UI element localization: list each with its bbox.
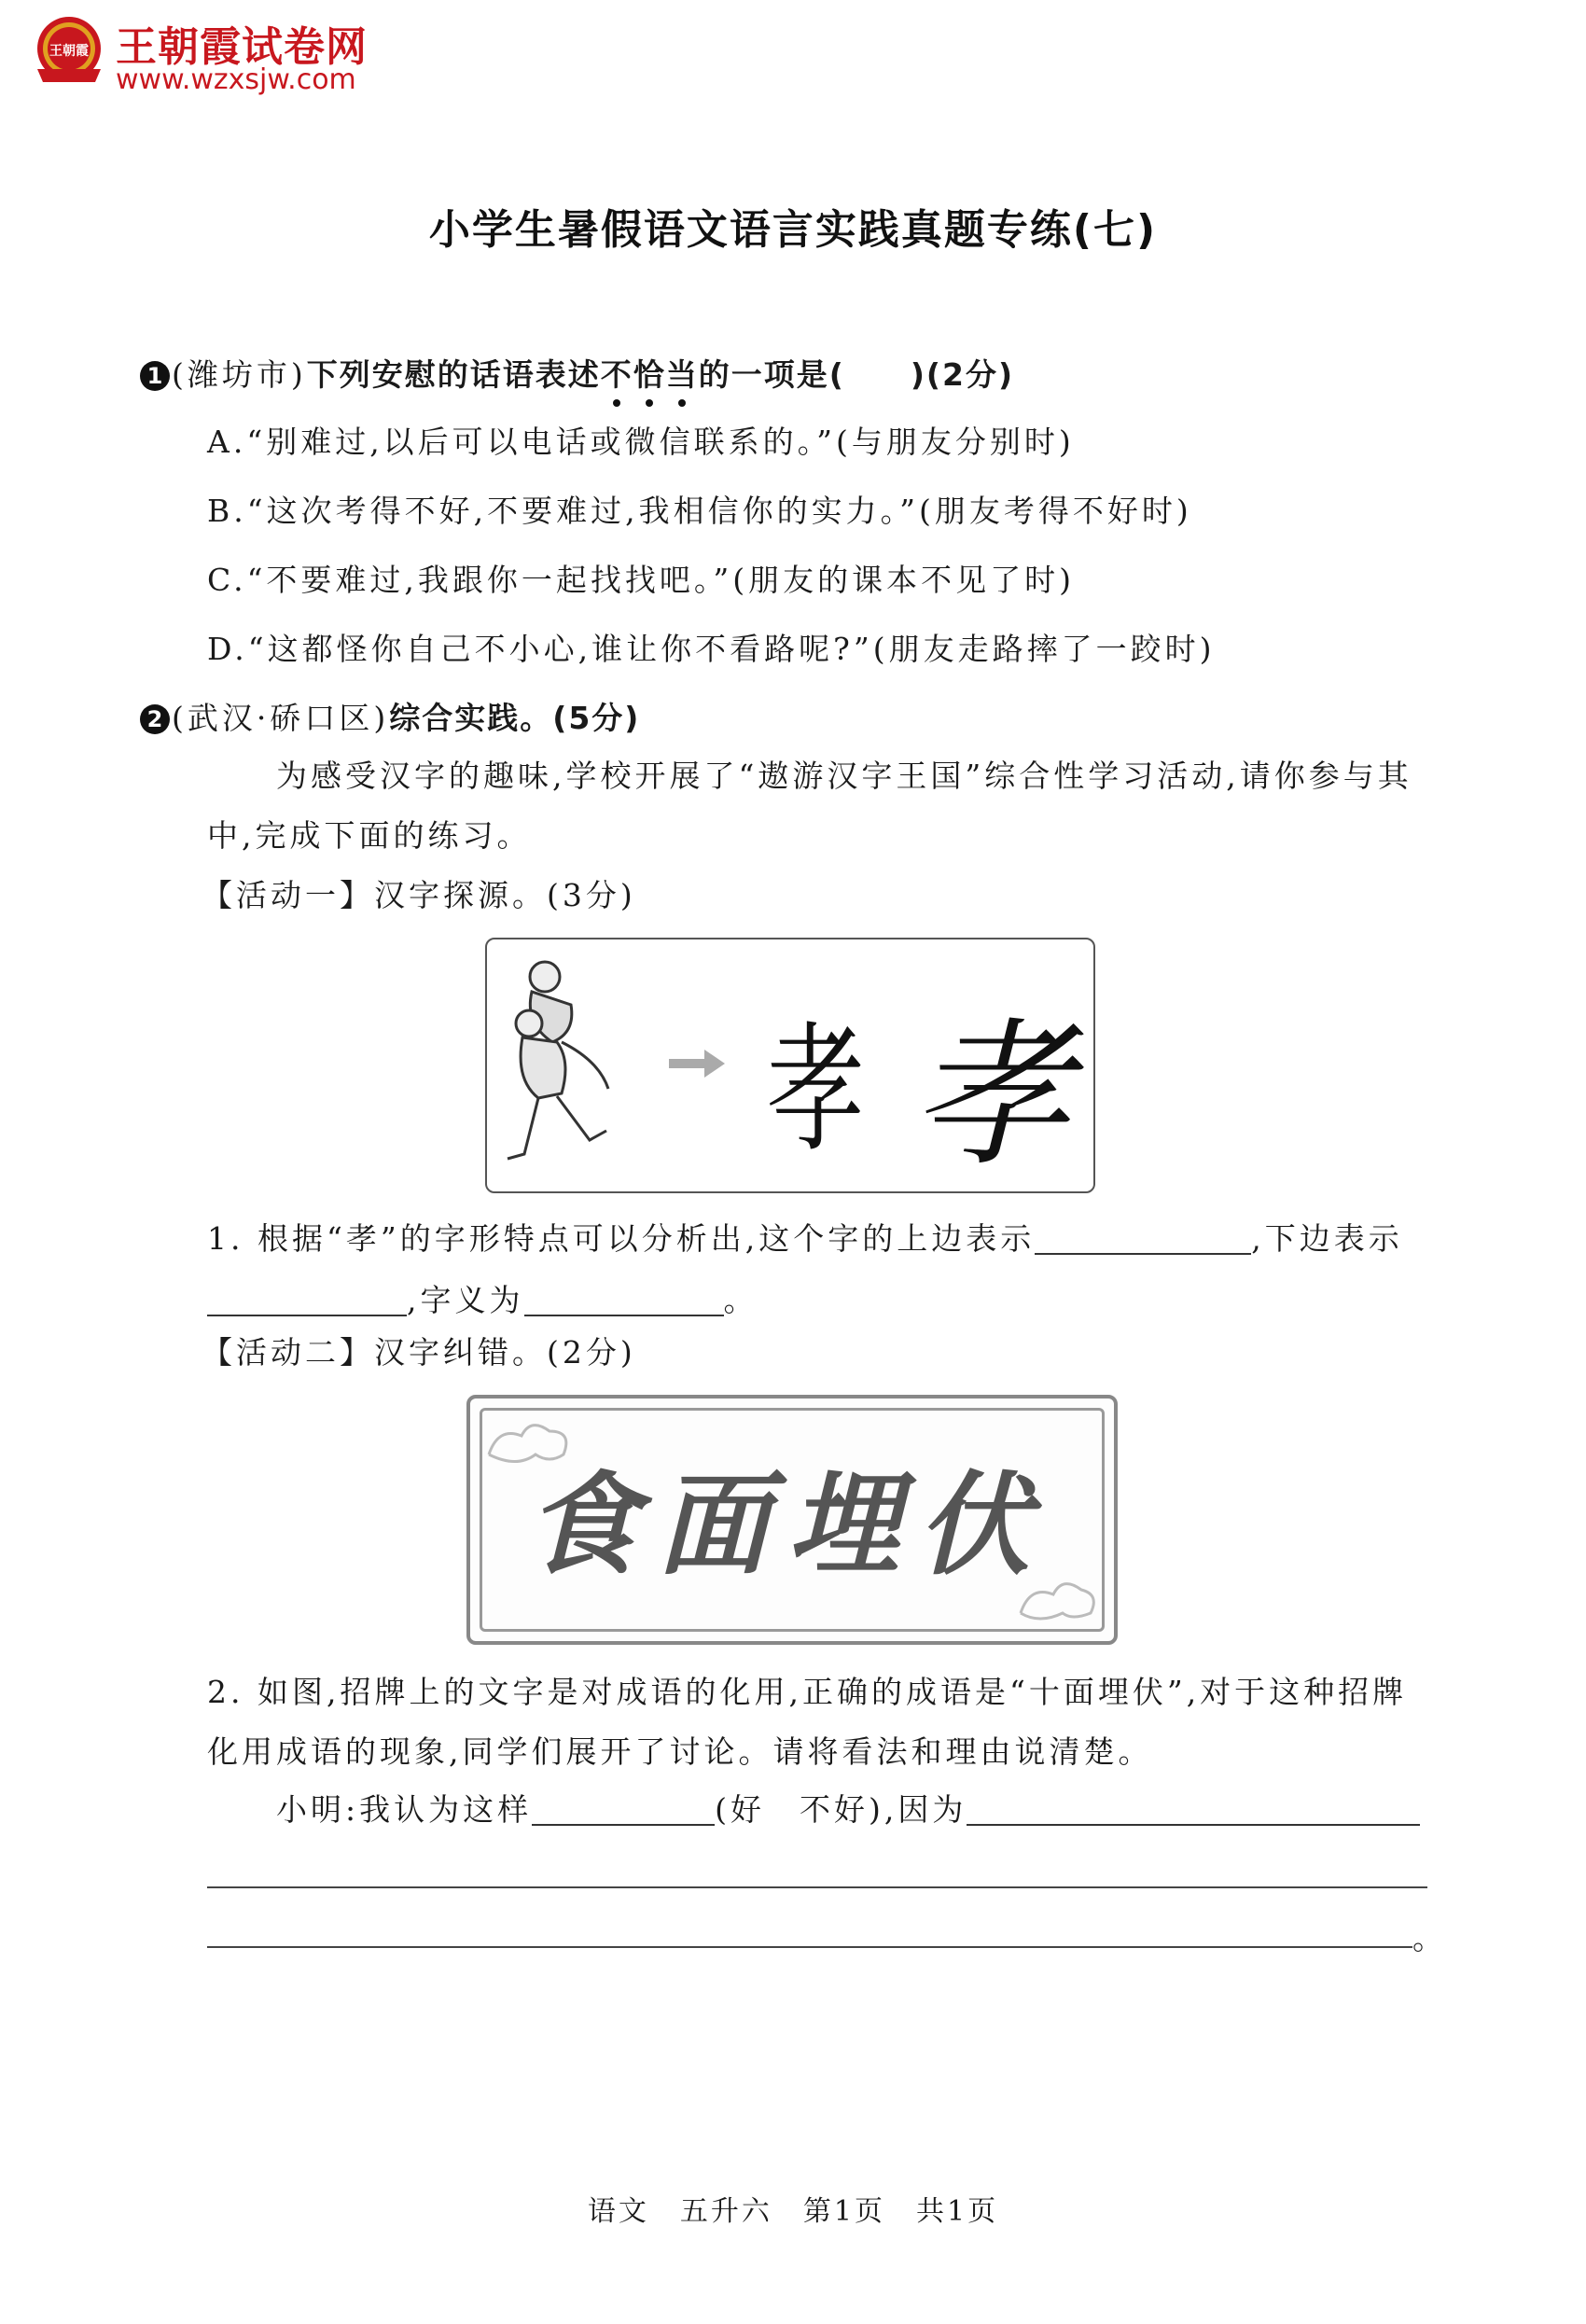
q1-emphasis-2: 恰 bbox=[633, 355, 666, 396]
activity1-heading: 【活动一】汉字探源。(3分) bbox=[202, 877, 636, 913]
signboard-figure bbox=[466, 1395, 1118, 1645]
page-title: 小学生暑假语文语言实践真题专练(七) bbox=[428, 206, 1158, 254]
sub1-blank-bottom[interactable] bbox=[207, 1281, 407, 1316]
q2-number-badge: 2 bbox=[140, 704, 170, 734]
signboard-text: 食面埋伏 bbox=[526, 1459, 1049, 1591]
logo-seal-icon bbox=[28, 11, 110, 93]
q2-stem bbox=[140, 698, 640, 739]
q1-emphasis-1: 不 bbox=[601, 355, 633, 396]
q1-option-d: D.“这都怪你自己不小心,谁让你不看路呢?”(朋友走路摔了一跤时) bbox=[207, 631, 1216, 667]
sub2-answer-text-a: 小明:我认为这样 bbox=[276, 1791, 533, 1828]
q1-stem bbox=[140, 355, 1014, 396]
sub2-answer-text-b: (好 不好),因为 bbox=[715, 1791, 967, 1828]
seal-script-char: 孝 bbox=[767, 1009, 866, 1172]
q1-option-a: A.“别难过,以后可以电话或微信联系的。”(与朋友分别时) bbox=[207, 424, 1075, 460]
q1-option-c: C.“不要难过,我跟你一起找找吧。”(朋友的课本不见了时) bbox=[207, 562, 1076, 598]
logo-seal-text: 王朝霞 bbox=[49, 44, 89, 59]
q1-number-badge: 1 bbox=[140, 361, 170, 391]
sub2-line1: 2. 如图,招牌上的文字是对成语的化用,正确的成语是“十面埋伏”,对于这种招牌 bbox=[207, 1674, 1408, 1710]
sub2-blank-reason[interactable] bbox=[967, 1790, 1420, 1826]
q1-emphasis-3: 当 bbox=[666, 355, 699, 396]
answer-line-2[interactable] bbox=[207, 1886, 1427, 1888]
q1-stem-a: 下列安慰的话语表述 bbox=[306, 356, 601, 393]
xiao-character-evolution-figure bbox=[485, 938, 1095, 1193]
sub1-end: 。 bbox=[723, 1282, 758, 1318]
logo-name: 王朝霞试卷网 bbox=[116, 23, 368, 71]
q2-intro-line2: 中,完成下面的练习。 bbox=[207, 817, 532, 854]
sub1-line2 bbox=[207, 1280, 758, 1321]
answer-end-mark: 。 bbox=[1412, 1920, 1447, 1956]
sub1-text-a: 1. 根据“孝”的字形特点可以分析出,这个字的上边表示 bbox=[207, 1220, 1036, 1257]
q2-intro-line1: 为感受汉字的趣味,学校开展了“遨游汉字王国”综合性学习活动,请你参与其 bbox=[276, 758, 1412, 794]
logo-url[interactable]: www.wzxsjw.com bbox=[116, 63, 356, 96]
sub2-line2: 化用成语的现象,同学们展开了讨论。请将看法和理由说清楚。 bbox=[207, 1733, 1153, 1770]
sub1-text-c: ,字义为 bbox=[407, 1282, 524, 1318]
sub1-line1 bbox=[207, 1218, 1403, 1259]
page-footer: 语文 五升六 第1页 共1页 bbox=[587, 2195, 999, 2228]
answer-line-3[interactable] bbox=[207, 1946, 1412, 1948]
sub1-blank-meaning[interactable] bbox=[524, 1281, 724, 1316]
q1-source: (潍坊市) bbox=[172, 356, 307, 393]
q1-option-b: B.“这次考得不好,不要难过,我相信你的实力。”(朋友考得不好时) bbox=[207, 493, 1192, 529]
q2-label: 综合实践。(5分) bbox=[389, 700, 641, 736]
sub2-answer-line bbox=[276, 1789, 1420, 1830]
activity2-heading: 【活动二】汉字纠错。(2分) bbox=[202, 1334, 636, 1371]
q2-source: (武汉·硚口区) bbox=[172, 700, 390, 736]
modern-script-char: 孝 bbox=[911, 1004, 1071, 1189]
sub2-blank-opinion[interactable] bbox=[532, 1790, 715, 1826]
sub1-blank-top[interactable] bbox=[1035, 1219, 1251, 1255]
sub1-text-b: ,下边表示 bbox=[1251, 1220, 1403, 1257]
q1-stem-b: 的一项是( )(2分) bbox=[698, 356, 1015, 393]
